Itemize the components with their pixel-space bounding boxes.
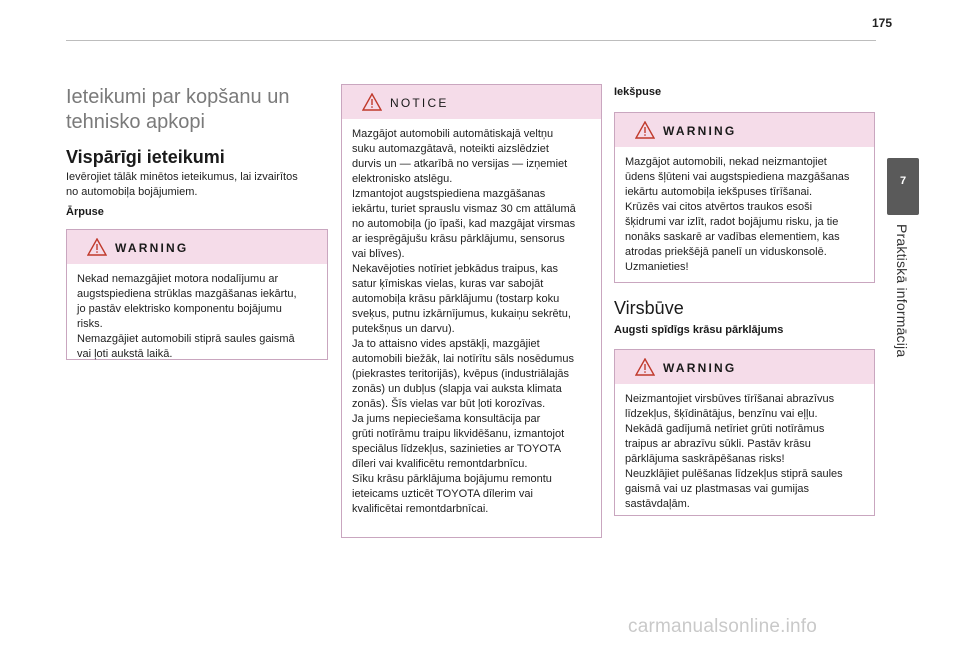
warning-heading: WARNING — [663, 361, 737, 375]
warning-text: Nekad nemazgājiet motora nodalījumu ar augstspiediena strūklas mazgāšanas iekārtu, jo pastāv elektrisko komponentu bojājumu risks. Nemazgājiet automobili stiprā saules gaismā vai ļoti aukstā laikā. — [77, 273, 297, 360]
warning-heading: WARNING — [115, 241, 189, 255]
page-title: Ieteikumi par kopšanu un tehnisko apkopi — [66, 86, 290, 133]
warning-box-header — [67, 230, 327, 264]
intro-text: Ievērojiet tālāk minētos ieteikumus, lai izvairītos no automobiļa bojājumiem. — [66, 171, 298, 198]
notice-heading: NOTICE — [390, 96, 449, 110]
warning-text: Mazgājot automobili, nekad neizmantojiet ūdens šļūteni vai augstspiediena mazgāšanas iekārtu automobiļa iekšpuses tīrīšanai. Krūzēs vai citos atvērtos traukos esoši šķidrumi var izlīt, radot bojājumu risku, ja tie nonāks saskarē ar vadības elementiem, kas atrodas priekšējā panelī un viduskonsolē. Uzmanieties! — [625, 156, 850, 273]
notice-box — [341, 84, 602, 538]
warning-triangle-icon — [635, 121, 655, 139]
warning-triangle-icon — [87, 238, 107, 256]
warning-triangle-icon — [635, 358, 655, 376]
warning-text: Neizmantojiet virsbūves tīrīšanai abrazīvus līdzekļus, šķīdinātājus, benzīnu vai eļļu. Nekādā gadījumā netīriet grūti notīrāmus traipus ar abrazīvu sūkli. Pastāv krāsu pārklājuma saskrāpēšanas risks! Neuzklājiet pulēšanas līdzekļus stiprā saules gaismā vai uz plastmasas vai gumijas sastāvdaļām. — [625, 393, 843, 510]
warning-heading: WARNING — [663, 124, 737, 138]
warning-box-header — [615, 113, 874, 147]
section-title-general: Vispārīgi ieteikumi — [66, 147, 225, 167]
chapter-title: Praktiskā informācija — [894, 224, 910, 358]
chapter-number: 7 — [899, 175, 907, 187]
inside-label: Iekšpuse — [614, 86, 662, 98]
chapter-tab — [887, 158, 919, 215]
notice-box-header — [342, 85, 601, 119]
watermark[interactable]: carmanualsonline.info — [628, 616, 818, 637]
warning-box-header — [615, 350, 874, 384]
section-title-body: Virsbūve — [614, 298, 684, 318]
notice-triangle-icon — [362, 93, 382, 111]
warning-box-outside — [66, 229, 328, 360]
warning-box-body — [614, 349, 875, 516]
page-number: 175 — [872, 16, 893, 30]
outside-label: Ārpuse — [66, 206, 104, 218]
header-rule — [66, 40, 876, 41]
subsection-title: Augsti spīdīgs krāsu pārklājums — [614, 324, 784, 336]
notice-text: Mazgājot automobili automātiskajā veltņu suku automazgātavā, noteikti aizslēdziet durvis un — atkarībā no versijas — izņemiet elektronisko atslēgu. Izmantojot augstspiediena mazgāšanas iekārtu, turiet sprauslu vismaz 30 cm attālumā no automobiļa (jo īpaši, kad mazgājat virsmas ar iesprēgājušu krāsu pārklājumu, sensorus vai blīves). Nekavējoties notīriet jebkādus traipus, kas satur ķīmiskas vielas, kuras var sabojāt automobiļa krāsu pārklājumu (tostarp koku sveķus, putnu izkārnījumus, kukaiņu sekrētu, putekšņus un darvu). Ja to attaisno vides apstākļi, mazgājiet automobili biežāk, lai notīrītu sāls nosēdumus (piekrastes teritorijās), kvēpus (industriālajās zonās) un dubļus (slapja vai auksta klimata zonās). Šīs vielas var būt ļoti korozīvas. Ja jums nepieciešama konsultācija par grūti notīrāmu traipu likvidēšanu, izmantojot speciālus līdzekļus, sazinieties ar TOYOTA dīleri vai kvalificētu remontdarbnīcu. Sīku krāsu pārklājuma bojājumu remontu ieteicams uzticēt TOYOTA dīlerim vai kvalificētai remontdarbnīcai. — [352, 128, 576, 515]
warning-box-inside — [614, 112, 875, 283]
